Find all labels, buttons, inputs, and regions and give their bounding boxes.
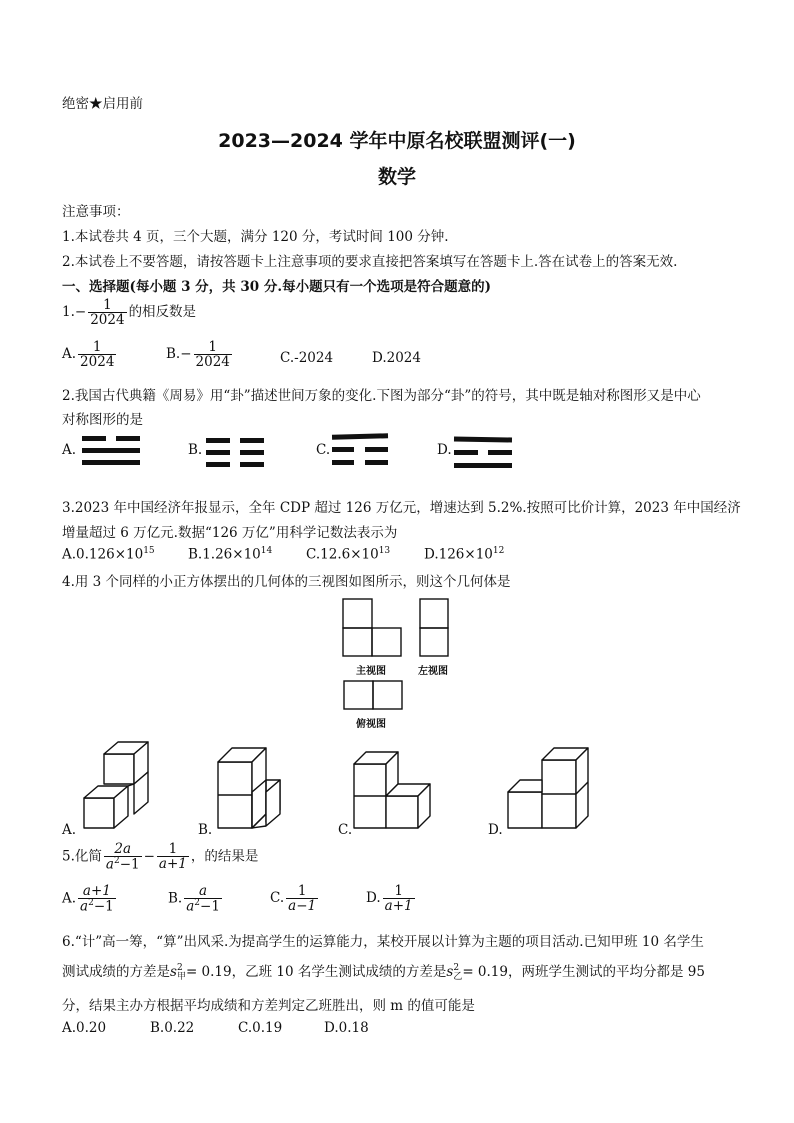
- q1-b-den: 2024: [195, 354, 230, 371]
- q5-b-den: [184, 898, 222, 914]
- q5-b-num: a: [199, 883, 208, 899]
- section1-heading: 一、选择题(每小题 3 分，共 30 分.每小题只有一个选项是符合题意的): [62, 279, 491, 295]
- option-label: A.: [62, 890, 77, 907]
- q3-b-exp: 14: [260, 546, 273, 556]
- q2-label-d: D.: [437, 442, 452, 458]
- front-view-label: 主视图: [356, 666, 386, 677]
- top-view-label: 俯视图: [356, 719, 386, 730]
- q5-a-den: [78, 898, 116, 914]
- q1-a-fraction: [78, 340, 116, 369]
- q2-line1: 2.我国古代典籍《周易》用“卦”描述世间万象的变化.下图为部分“卦”的符号，其中既是轴对称图形又是中心: [62, 388, 701, 404]
- q4-label-a: A.: [62, 822, 77, 838]
- note-1: 1.本试卷共 4 页，三个大题，满分 120 分，考试时间 100 分钟.: [62, 229, 449, 245]
- q6-s-jia-sup: 2: [176, 963, 183, 974]
- q5-c-fraction: [286, 884, 318, 913]
- q1-b-fraction: [194, 340, 232, 369]
- q6-option-b: B.0.22: [150, 1020, 195, 1036]
- q3-c-base: C.12.6×10: [306, 546, 379, 563]
- q5-a-num: a+1: [82, 883, 111, 899]
- q6-line2: [62, 960, 705, 981]
- q1-sign: −: [74, 304, 87, 321]
- q6-option-c: C.0.19: [238, 1020, 283, 1036]
- q5-a-den-rest: −1: [93, 898, 114, 915]
- q5-a-den-exp: 2: [88, 898, 94, 909]
- notes-heading: 注意事项：: [62, 204, 130, 220]
- q5-f1-den-rest: −1: [119, 856, 140, 873]
- front-view-figure: [342, 598, 404, 658]
- trigram-a-figure: [82, 436, 142, 466]
- top-view-figure: [343, 680, 405, 712]
- q1-option-c: C.-2024: [280, 350, 334, 366]
- q6-s-jia: s: [170, 964, 177, 980]
- q6-line1: 6.“计”高一筹，“算”出风采.为提高学生的运算能力，某校开展以计算为主题的项目活动.已知甲班 10 名学生: [62, 934, 704, 950]
- q1-option-d: D.2024: [372, 350, 421, 366]
- q6-option-a: A.0.20: [62, 1020, 107, 1036]
- q3-option-c: [306, 546, 390, 563]
- q6-line2-a: 测试成绩的方差是: [62, 964, 170, 980]
- q2-label-b: B.: [188, 442, 203, 458]
- q6-s-yi: s: [446, 964, 454, 980]
- q3-d-base: D.126×10: [424, 546, 493, 563]
- q5-b-fraction: [184, 884, 222, 914]
- q5-f2-num: 1: [168, 841, 178, 858]
- q6-line3: 分，结果主办方根据平均成绩和方差判定乙班胜出，则 m 的值可能是: [62, 998, 475, 1014]
- q5-b-den-exp: 2: [194, 898, 201, 909]
- q5-d-den: a+1: [384, 898, 413, 915]
- q5-option-c: [270, 884, 320, 913]
- solid-a-figure: [82, 740, 162, 832]
- q3-b-base: B.1.26×10: [188, 546, 261, 563]
- option-label: B.: [168, 890, 183, 907]
- q1-suffix: 的相反数是: [128, 304, 197, 321]
- q5-f1-den-exp: 2: [113, 856, 120, 867]
- solid-d-figure: [506, 746, 602, 832]
- q1-a-num: 1: [92, 339, 102, 355]
- q5-d-fraction: [383, 884, 415, 913]
- q6-s-yi-scripts: [453, 964, 462, 980]
- solid-c-figure: [352, 748, 440, 832]
- trigram-d-figure: [454, 437, 514, 469]
- q6-s-jia-scripts: [177, 964, 186, 980]
- q5-option-a: [62, 884, 118, 914]
- q4-label-b: B.: [198, 822, 213, 838]
- option-label: C.: [270, 890, 285, 907]
- q5-f1-num: 2a: [114, 841, 132, 857]
- secret-label: 绝密★启用前: [62, 96, 143, 112]
- q5-b-den-base: a: [186, 898, 195, 915]
- q5-f1-den-base: a: [105, 856, 114, 873]
- q2-label-a: A.: [62, 442, 77, 458]
- q2-label-c: C.: [316, 442, 331, 458]
- subject-title: 数学: [377, 166, 416, 188]
- q5-suffix: ，的结果是: [190, 848, 259, 865]
- trigram-c-figure: [332, 434, 392, 466]
- q3-d-exp: 12: [492, 546, 505, 556]
- q3-line1: 3.2023 年中国经济年报显示，全年 CDP 超过 126 万亿元，增速达到 5.2%.按照可比价计算，2023 年中国经济: [62, 500, 741, 516]
- q1-option-a: [62, 340, 118, 369]
- q1-num: 1: [103, 297, 112, 313]
- option-label: A.: [62, 346, 77, 363]
- q5-prefix: 5.化简: [62, 848, 102, 865]
- q5-b-den-rest: −1: [200, 898, 220, 915]
- q5-f2-den: a+1: [158, 856, 187, 873]
- q1-option-b: [166, 340, 234, 369]
- question-5: [62, 842, 258, 872]
- exam-title: 2023—2024 学年中原名校联盟测评(一): [218, 130, 576, 152]
- q5-c-den: a−1: [288, 898, 317, 915]
- q5-a-den-base: a: [80, 898, 89, 915]
- q5-fraction-2: [157, 842, 189, 871]
- q6-line2-b: = 0.19，乙班 10 名学生测试成绩的方差是: [185, 964, 447, 980]
- q5-option-d: [366, 884, 417, 913]
- q1-fraction: [88, 298, 126, 327]
- q4-label-c: C.: [338, 822, 353, 838]
- q6-option-d: D.0.18: [324, 1020, 369, 1036]
- q6-s-yi-sub: 乙: [453, 971, 463, 982]
- q1-b-num: 1: [208, 339, 217, 355]
- q3-c-exp: 13: [378, 546, 391, 556]
- question-1: [62, 298, 196, 327]
- q3-a-base: A.0.126×10: [62, 546, 144, 563]
- solid-b-figure: [216, 742, 296, 832]
- q3-a-exp: 15: [143, 546, 155, 556]
- q5-minus: −: [143, 848, 155, 865]
- q1-den: 2024: [90, 312, 125, 329]
- q6-s-jia-sub: 甲: [176, 971, 186, 982]
- q3-option-a: [62, 546, 155, 563]
- trigram-b-figure: [206, 438, 266, 468]
- q5-f1-den: [104, 856, 142, 872]
- q2-line2: 对称图形的是: [62, 412, 143, 428]
- q6-s-yi-sup: 2: [453, 963, 460, 974]
- q3-line2: 增量超过 6 万亿元.数据“126 万亿”用科学记数法表示为: [62, 525, 398, 541]
- q4-text: 4.用 3 个同样的小正方体摆出的几何体的三视图如图所示，则这个几何体是: [62, 574, 511, 590]
- q5-fraction-1: [104, 842, 142, 872]
- q5-option-b: [168, 884, 224, 914]
- q4-label-d: D.: [488, 822, 503, 838]
- option-label: B.: [166, 346, 181, 363]
- q3-option-b: [188, 546, 272, 563]
- left-view-label: 左视图: [418, 666, 448, 677]
- q5-c-num: 1: [297, 883, 307, 899]
- left-view-figure: [419, 598, 451, 658]
- q3-option-d: [424, 546, 504, 563]
- q5-a-fraction: [78, 884, 116, 914]
- q1-b-sign: −: [180, 346, 192, 363]
- q1-a-den: 2024: [80, 354, 115, 371]
- option-label: D.: [366, 890, 381, 907]
- note-2: 2.本试卷上不要答题，请按答题卡上注意事项的要求直接把答案填写在答题卡上.答在试卷上的答案无效.: [62, 254, 678, 270]
- q1-prefix: 1.: [62, 304, 75, 321]
- q6-line2-c: = 0.19，两班学生测试的平均分都是 95: [462, 964, 705, 980]
- q5-d-num: 1: [394, 883, 403, 899]
